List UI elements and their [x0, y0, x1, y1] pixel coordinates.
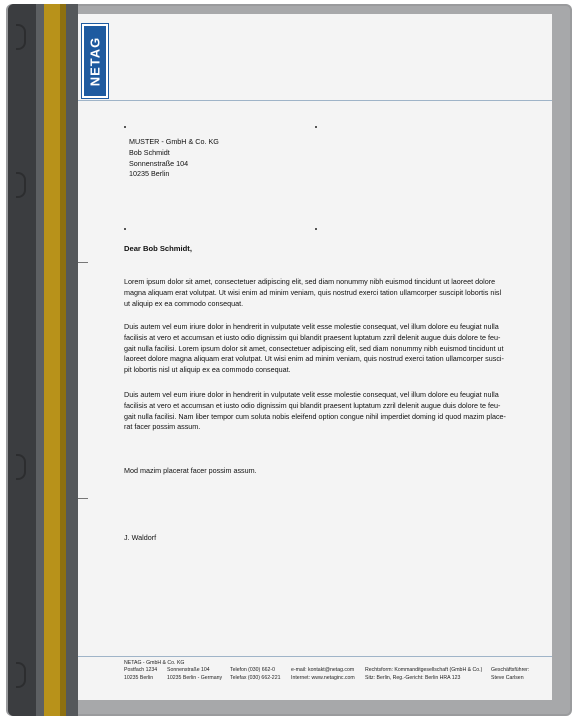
footer-line: Telefax (030) 662-221: [230, 674, 281, 681]
binding-strip: [36, 4, 44, 716]
text-line: magna aliquam erat volutpat. Ut wisi enim ad minim veniam, quis nostrud exerci tation ullamcorper suscipit lobortis nisl: [124, 287, 502, 297]
footer-line: NETAG - GmbH & Co. KG: [124, 660, 185, 666]
closing-line: [124, 466, 528, 477]
footer-line: Geschäftsführer:: [491, 667, 530, 674]
paragraph: [124, 322, 528, 376]
recipient-address: [129, 137, 219, 180]
footer-line: Steve Carlsen: [491, 674, 524, 681]
footer-line: [230, 660, 280, 667]
fold-mark: [124, 126, 126, 128]
footer-line: 10235 Berlin - Germany: [167, 674, 223, 681]
netag-logo: [82, 24, 108, 98]
text-line: facilisis at vero et accumsan et iusto odio dignissim qui blandit praesent luptatum zzril delenit augue duis dolore te feu-: [124, 332, 501, 342]
salutation: Dear Bob Schmidt,: [124, 244, 192, 253]
footer-line: Sitz: Berlin, Reg.-Gericht: Berlin HRA 123: [365, 674, 461, 681]
text-line: laoreet dolore magna aliquam erat volutpat. Ut wisi enim ad minim veniam, quis nostrud exerci tation ullamcorper susci-: [124, 354, 504, 364]
footer-rule: [78, 656, 552, 657]
spine-notch: [16, 662, 26, 688]
footer-line: [491, 660, 529, 667]
footer-line: Telefon (030) 662-0: [230, 667, 275, 674]
binding-strip-inner: [66, 4, 78, 716]
logo-text: NETAG: [87, 36, 103, 86]
footer-phone: [230, 660, 280, 682]
text-line: ut aliquip ex ea commodo consequat.: [124, 298, 244, 308]
fold-mark: [124, 228, 126, 230]
footer-line: e-mail: kontakt@netag.com: [291, 667, 355, 674]
footer-line: Sonnenstraße 104: [167, 667, 210, 674]
spine-notch: [16, 172, 26, 198]
address-line: 10235 Berlin: [129, 169, 170, 179]
footer-line: [291, 660, 355, 667]
text-line: Lorem ipsum dolor sit amet, consectetuer adipiscing elit, sed diam nonummy nibh euismod tincidunt ut laoreet dolore: [124, 277, 496, 286]
footer-management: [491, 660, 529, 682]
fold-mark: [315, 126, 317, 128]
address-line: Sonnenstraße 104: [129, 158, 189, 168]
text-line: facilisis at vero et accumsan et iusto odio dignissim qui blandit praesent luptatum zzril delenit augue duis dolore te feu-: [124, 400, 501, 410]
footer-legal: [365, 660, 482, 682]
fold-margin-mark: [78, 498, 88, 499]
text-line: Duis autem vel eum iriure dolor in hendrerit in vulputate velit esse molestie consequat, vel illum dolore eu feugiat nulla: [124, 390, 499, 399]
text-line: gait nulla facilisi. Lorem ipsum dolor sit amet, consectetuer adipiscing elit, sed diam nonummy nibh euismod tincidunt ut: [124, 343, 504, 353]
footer-contact: [291, 660, 355, 682]
text-line: Duis autem vel eum iriure dolor in hendrerit in vulputate velit esse molestie consequat, vel illum dolore eu feugiat nulla: [124, 322, 499, 331]
fold-mark: [315, 228, 317, 230]
footer-line: 10235 Berlin: [124, 674, 154, 681]
spine-edge: [8, 4, 36, 716]
footer-line: Postfach 1234: [124, 667, 158, 674]
address-line: Bob Schmidt: [129, 147, 170, 157]
paragraph: [124, 277, 528, 309]
signature: J. Waldorf: [124, 533, 157, 542]
text-line: gait nulla facilisi. Nam liber tempor cum soluta nobis eleifend option congue nihil imperdiet doming id quod mazim place-: [124, 411, 506, 421]
spine-notch: [16, 454, 26, 480]
text-line: pit lobortis nisl ut aliquip ex ea commodo consequat.: [124, 365, 291, 375]
footer-line: Rechtsform: Kommanditgesellschaft (GmbH & Co.): [365, 667, 483, 674]
fold-margin-mark: [78, 262, 88, 263]
spine-notch: [16, 24, 26, 50]
paragraph: [124, 390, 528, 433]
text-line: Mod mazim placerat facer possim assum.: [124, 466, 257, 475]
header-rule: [78, 100, 552, 101]
text-line: rat facer possim assum.: [124, 422, 201, 432]
footer-line: [365, 660, 482, 667]
footer-street: [167, 660, 222, 682]
footer-line: Internet: www.netaginc.com: [291, 674, 355, 681]
address-line: MUSTER - GmbH & Co. KG: [129, 137, 219, 146]
footer-line: [167, 660, 222, 667]
